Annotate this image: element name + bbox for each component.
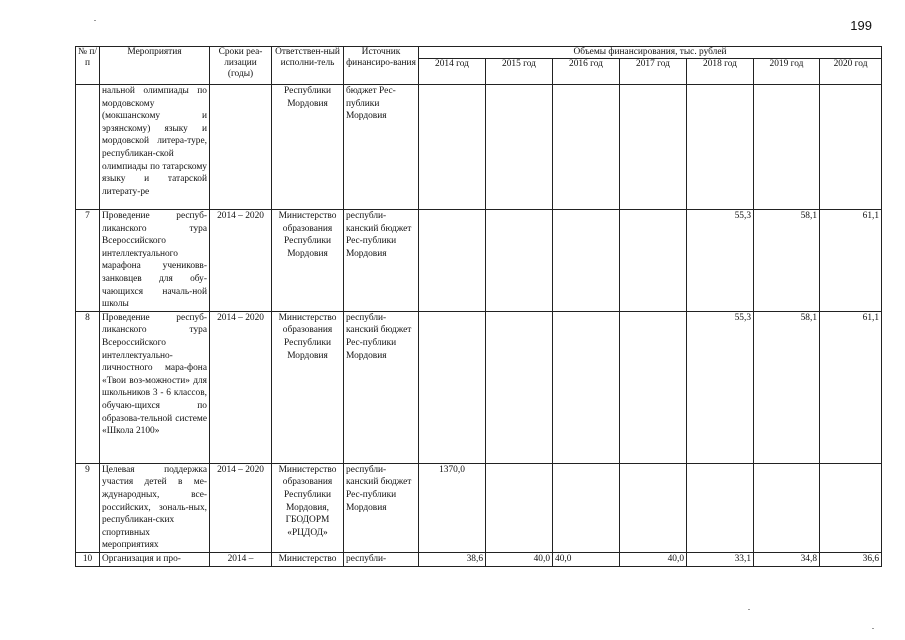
row-value bbox=[687, 85, 754, 210]
header-num: № п/п bbox=[76, 47, 100, 85]
row-value bbox=[486, 463, 553, 552]
row-value: 40,0 bbox=[486, 552, 553, 566]
header-year: 2016 год bbox=[553, 59, 620, 85]
row-value bbox=[553, 311, 620, 463]
row-source: республи-канский бюджет Рес-публики Мордовия bbox=[344, 463, 419, 552]
row-period: 2014 – 2020 bbox=[210, 210, 272, 312]
funding-table bbox=[75, 46, 882, 567]
row-value bbox=[553, 463, 620, 552]
header-year: 2019 год bbox=[754, 59, 820, 85]
row-source: республи-канский бюджет Рес-публики Мордовия bbox=[344, 210, 419, 312]
row-value: 55,3 bbox=[687, 210, 754, 312]
row-value: 1370,0 bbox=[419, 463, 486, 552]
row-period: 2014 – 2020 bbox=[210, 311, 272, 463]
row-executor: Министерство образования Республики Мордовия bbox=[272, 311, 344, 463]
row-value bbox=[419, 311, 486, 463]
header-period: Сроки реа-лизации (годы) bbox=[210, 47, 272, 85]
row-value bbox=[620, 85, 687, 210]
table-row bbox=[76, 311, 882, 463]
header-funding: Объемы финансирования, тыс. рублей bbox=[419, 47, 882, 59]
row-value bbox=[419, 210, 486, 312]
row-activity: нальной олимпиады по мордовскому (мокшанскому и эрзянскому) языку и мордовской литера-туре, республикан-ской олимпиады по татарскому языку и татарской литерату-ре bbox=[100, 85, 210, 210]
row-value bbox=[553, 210, 620, 312]
row-value bbox=[486, 210, 553, 312]
row-value: 58,1 bbox=[754, 210, 820, 312]
row-executor: Министерство bbox=[272, 552, 344, 566]
row-value: 58,1 bbox=[754, 311, 820, 463]
row-period bbox=[210, 85, 272, 210]
row-value: 61,1 bbox=[820, 210, 882, 312]
row-source: республи-канский бюджет Рес-публики Мордовия bbox=[344, 311, 419, 463]
row-executor: Министерство образования Республики Мордовия bbox=[272, 210, 344, 312]
row-value: 55,3 bbox=[687, 311, 754, 463]
row-source: республи- bbox=[344, 552, 419, 566]
header-source: Источник финансиро-вания bbox=[344, 47, 419, 85]
row-value: 38,6 bbox=[419, 552, 486, 566]
row-value bbox=[687, 463, 754, 552]
row-value bbox=[754, 85, 820, 210]
row-value bbox=[486, 85, 553, 210]
row-value: 36,6 bbox=[820, 552, 882, 566]
row-activity: Проведение респуб-ликанского тура Всероссийского интеллектуального марафона учениковв-занковцев для обу-чающихся началь-ной школы bbox=[100, 210, 210, 312]
scan-speck bbox=[872, 628, 874, 629]
header-year: 2017 год bbox=[620, 59, 687, 85]
row-value bbox=[820, 463, 882, 552]
row-activity: Целевая поддержка участия детей в ме-ждународных, все-российских, зональ-ных, республикан-ских спортивных мероприятиях bbox=[100, 463, 210, 552]
row-value: 40,0 bbox=[620, 552, 687, 566]
row-num bbox=[76, 85, 100, 210]
scan-speck bbox=[748, 609, 750, 610]
table-row bbox=[76, 463, 882, 552]
header-year: 2014 год bbox=[419, 59, 486, 85]
row-value bbox=[553, 85, 620, 210]
row-num: 7 bbox=[76, 210, 100, 312]
page-number: 199 bbox=[850, 18, 872, 33]
row-value bbox=[486, 311, 553, 463]
header-year: 2018 год bbox=[687, 59, 754, 85]
row-value bbox=[820, 85, 882, 210]
row-activity: Организация и про- bbox=[100, 552, 210, 566]
row-period: 2014 – 2020 bbox=[210, 463, 272, 552]
row-value bbox=[620, 463, 687, 552]
scan-speck bbox=[94, 20, 96, 21]
row-value bbox=[419, 85, 486, 210]
row-value: 40,0 bbox=[553, 552, 620, 566]
row-value: 61,1 bbox=[820, 311, 882, 463]
header-year: 2020 год bbox=[820, 59, 882, 85]
row-num: 10 bbox=[76, 552, 100, 566]
row-executor: Министерство образования Республики Мордовия, ГБОДОРМ «РЦДОД» bbox=[272, 463, 344, 552]
header-executor: Ответствен-ный исполни-тель bbox=[272, 47, 344, 85]
table-row bbox=[76, 210, 882, 312]
row-num: 8 bbox=[76, 311, 100, 463]
row-value bbox=[620, 210, 687, 312]
table-row bbox=[76, 85, 882, 210]
row-value bbox=[754, 463, 820, 552]
row-num: 9 bbox=[76, 463, 100, 552]
row-period: 2014 – bbox=[210, 552, 272, 566]
row-value: 34,8 bbox=[754, 552, 820, 566]
row-executor: Республики Мордовия bbox=[272, 85, 344, 210]
table-row bbox=[76, 552, 882, 566]
header-year: 2015 год bbox=[486, 59, 553, 85]
row-source: бюджет Рес-публики Мордовия bbox=[344, 85, 419, 210]
row-value: 33,1 bbox=[687, 552, 754, 566]
header-activity: Мероприятия bbox=[100, 47, 210, 85]
row-activity: Проведение респуб-ликанского тура Всероссийского интеллектуально-личностного мара-фона «Твои воз-можности» для школьников 3 - 6 классов, обучаю-щихся по образова-тельной системе «Школа 2100» bbox=[100, 311, 210, 463]
row-value bbox=[620, 311, 687, 463]
